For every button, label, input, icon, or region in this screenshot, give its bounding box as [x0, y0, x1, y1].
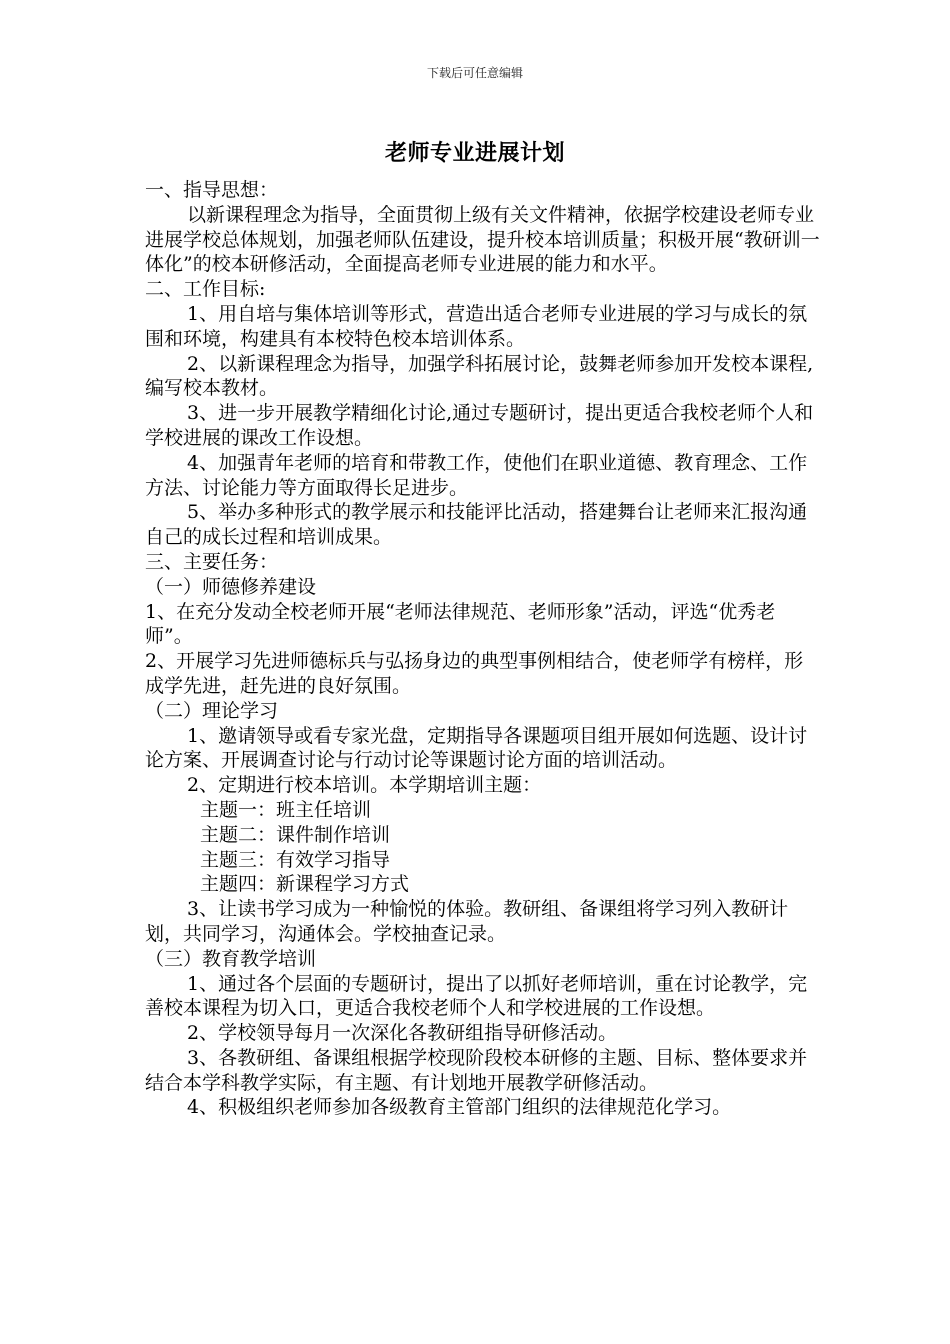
- work-goal-item: 3、进一步开展教学精细化讨论,通过专题研讨，提出更适合我校老师个人和学校进展的课改工作设想。: [145, 402, 814, 449]
- teaching-training-item: 4、积极组织老师参加各级教育主管部门组织的法律规范化学习。: [187, 1096, 732, 1119]
- theory-item: 3、让读书学习成为一种愉悦的体验。教研组、备课组将学习列入教研计划，共同学习，沟通体会。学校抽查记录。: [145, 898, 789, 945]
- work-goal-item: 4、加强青年老师的培育和带教工作，使他们在职业道德、教育理念、工作方法、讨论能力等方面取得长足进步。: [145, 451, 808, 499]
- document-title: 老师专业进展计划: [384, 141, 565, 166]
- ethics-item: 2、开展学习先进师德标兵与弘扬身边的典型事例相结合，使老师学有榜样，形成学先进，赶先进的良好氛围。: [145, 650, 804, 697]
- section-heading-guiding-ideology: 一、指导思想：: [145, 179, 279, 201]
- section-heading-main-tasks: 三、主要任务：: [145, 550, 279, 573]
- subsection-heading-teaching-training: （三）教育教学培训: [145, 947, 317, 970]
- document-body: [145, 178, 820, 1120]
- work-goal-item: 5、举办多种形式的教学展示和技能评比活动，搭建舞台让老师来汇报沟通自己的成长过程和培训成果。: [145, 501, 808, 549]
- work-goal-item: 1、用自培与集体培训等形式，营造出适合老师专业进展的学习与成长的氛围和环境，构建具有本校特色校本培训体系。: [145, 302, 808, 350]
- section-heading-work-goals: 二、工作目标:: [145, 278, 266, 301]
- ethics-item: 1、在充分发动全校老师开展“老师法律规范、老师形象”活动，评选“优秀老师”。: [145, 600, 776, 648]
- teaching-training-item: 3、各教研组、备课组根据学校现阶段校本研修的主题、目标、整体要求并结合本学科教学实际，有主题、有计划地开展教学研修活动。: [145, 1046, 808, 1094]
- training-theme: 主题四：新课程学习方式: [200, 873, 410, 896]
- training-theme: 主题一：班主任培训: [200, 798, 372, 821]
- page-header: 下载后可任意编辑: [426, 66, 523, 80]
- teaching-training-item: 2、学校领导每月一次深化各教研组指导研修活动。: [187, 1022, 618, 1045]
- subsection-heading-theory: （二）理论学习: [145, 699, 279, 722]
- training-theme: 主题三：有效学习指导: [200, 848, 391, 871]
- theory-item: 2、定期进行校本培训。本学期培训主题：: [187, 774, 542, 797]
- paragraph-guiding-ideology: 以新课程理念为指导，全面贯彻上级有关文件精神，依据学校建设老师专业进展学校总体规划，加强老师队伍建设，提升校本培训质量；积极开展“教研训一体化”的校本研修活动，全面提高老师专业进展的能力和水平。: [145, 203, 820, 276]
- training-theme: 主题二：课件制作培训: [200, 823, 391, 846]
- work-goal-item: 2、以新课程理念为指导，加强学科拓展讨论，鼓舞老师参加开发校本课程,编写校本教材。: [145, 352, 814, 400]
- teaching-training-item: 1、通过各个层面的专题研讨，提出了以抓好老师培训，重在讨论教学，完善校本课程为切入口，更适合我校老师个人和学校进展的工作设想。: [145, 972, 808, 1020]
- subsection-heading-ethics: （一）师德修养建设: [145, 575, 317, 598]
- theory-item: 1、邀请领导或看专家光盘，定期指导各课题项目组开展如何选题、设计讨论方案、开展调查讨论与行动讨论等课题讨论方面的培训活动。: [145, 724, 808, 772]
